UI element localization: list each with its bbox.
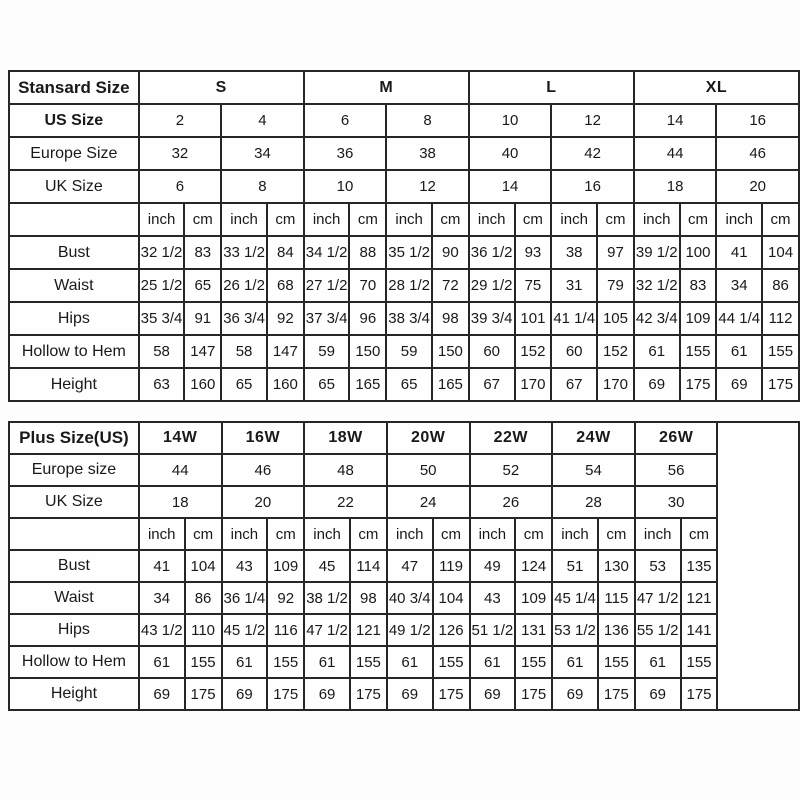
measurement-value-cell: 61 xyxy=(139,646,185,678)
measurement-value-cell: 40 3/4 xyxy=(387,582,433,614)
measurement-value-cell: 25 1/2 xyxy=(139,269,185,302)
measurement-value-cell: 61 xyxy=(635,646,681,678)
measurement-value-cell: 112 xyxy=(762,302,799,335)
row-label: Bust xyxy=(9,550,139,582)
measurement-value-cell: 90 xyxy=(432,236,469,269)
row-label: Waist xyxy=(9,582,139,614)
corner-header: Plus Size(US) xyxy=(9,422,139,454)
measurement-value-cell: 43 xyxy=(470,582,516,614)
unit-header: inch xyxy=(221,203,267,236)
measurement-value-cell: 116 xyxy=(267,614,304,646)
size-value-cell: 42 xyxy=(551,137,634,170)
size-group-header: 26W xyxy=(635,422,718,454)
measurement-value-cell: 29 1/2 xyxy=(469,269,515,302)
measurement-value-cell: 109 xyxy=(267,550,304,582)
measurement-value-cell: 47 1/2 xyxy=(635,582,681,614)
size-value-cell: 48 xyxy=(304,454,387,486)
unit-header: inch xyxy=(387,518,433,550)
measurement-value-cell: 155 xyxy=(185,646,222,678)
measurement-value-cell: 65 xyxy=(221,368,267,401)
measurement-value-cell: 65 xyxy=(386,368,432,401)
size-group-header: XL xyxy=(634,71,799,104)
measurement-value-cell: 72 xyxy=(432,269,469,302)
measurement-value-cell: 135 xyxy=(681,550,718,582)
measurement-value-cell: 160 xyxy=(184,368,221,401)
measurement-value-cell: 34 xyxy=(716,269,762,302)
empty-spacer-column xyxy=(717,422,799,710)
measurement-value-cell: 104 xyxy=(185,550,222,582)
measurement-value-cell: 170 xyxy=(597,368,634,401)
row-label: Hips xyxy=(9,614,139,646)
measurement-value-cell: 39 3/4 xyxy=(469,302,515,335)
measurement-value-cell: 38 xyxy=(551,236,597,269)
measurement-value-cell: 104 xyxy=(762,236,799,269)
size-group-header: 20W xyxy=(387,422,470,454)
corner-header: Stansard Size xyxy=(9,71,139,104)
measurement-value-cell: 45 xyxy=(304,550,350,582)
unit-header: cm xyxy=(680,203,717,236)
measurement-value-cell: 104 xyxy=(433,582,470,614)
unit-header: inch xyxy=(634,203,680,236)
unit-header: cm xyxy=(597,203,634,236)
measurement-value-cell: 130 xyxy=(598,550,635,582)
size-value-cell: 46 xyxy=(716,137,799,170)
measurement-value-cell: 119 xyxy=(433,550,470,582)
unit-header: cm xyxy=(432,203,469,236)
measurement-value-cell: 69 xyxy=(222,678,268,710)
size-value-cell: 52 xyxy=(470,454,553,486)
size-value-cell: 56 xyxy=(635,454,718,486)
measurement-value-cell: 100 xyxy=(680,236,717,269)
row-label: Waist xyxy=(9,269,139,302)
row-label: Height xyxy=(9,678,139,710)
measurement-value-cell: 155 xyxy=(350,646,387,678)
measurement-value-cell: 155 xyxy=(433,646,470,678)
measurement-value-cell: 136 xyxy=(598,614,635,646)
row-label: US Size xyxy=(9,104,139,137)
measurement-value-cell: 175 xyxy=(267,678,304,710)
measurement-value-cell: 49 xyxy=(470,550,516,582)
unit-header: inch xyxy=(470,518,516,550)
size-value-cell: 28 xyxy=(552,486,635,518)
measurement-value-cell: 92 xyxy=(267,582,304,614)
unit-header: cm xyxy=(350,518,387,550)
measurement-value-cell: 175 xyxy=(681,678,718,710)
size-group-header: 24W xyxy=(552,422,635,454)
measurement-value-cell: 34 1/2 xyxy=(304,236,350,269)
measurement-value-cell: 97 xyxy=(597,236,634,269)
plus-size-table-container xyxy=(8,421,800,711)
size-value-cell: 44 xyxy=(139,454,222,486)
measurement-value-cell: 41 1/4 xyxy=(551,302,597,335)
unit-header: cm xyxy=(598,518,635,550)
unit-header: inch xyxy=(551,203,597,236)
measurement-value-cell: 51 1/2 xyxy=(470,614,516,646)
row-label: Bust xyxy=(9,236,139,269)
measurement-value-cell: 34 xyxy=(139,582,185,614)
measurement-value-cell: 83 xyxy=(680,269,717,302)
measurement-value-cell: 109 xyxy=(680,302,717,335)
measurement-value-cell: 147 xyxy=(267,335,304,368)
size-value-cell: 8 xyxy=(221,170,304,203)
row-label: Europe size xyxy=(9,454,139,486)
measurement-value-cell: 61 xyxy=(387,646,433,678)
unit-header: inch xyxy=(552,518,598,550)
measurement-value-cell: 75 xyxy=(515,269,552,302)
size-value-cell: 26 xyxy=(470,486,553,518)
measurement-value-cell: 36 3/4 xyxy=(221,302,267,335)
measurement-value-cell: 170 xyxy=(515,368,552,401)
measurement-value-cell: 79 xyxy=(597,269,634,302)
unit-header: cm xyxy=(184,203,221,236)
unit-header: cm xyxy=(185,518,222,550)
size-group-header: 14W xyxy=(139,422,222,454)
size-value-cell: 50 xyxy=(387,454,470,486)
size-value-cell: 2 xyxy=(139,104,222,137)
measurement-value-cell: 155 xyxy=(762,335,799,368)
unit-header: inch xyxy=(139,203,185,236)
measurement-value-cell: 68 xyxy=(267,269,304,302)
measurement-value-cell: 35 3/4 xyxy=(139,302,185,335)
measurement-value-cell: 175 xyxy=(680,368,717,401)
measurement-value-cell: 69 xyxy=(716,368,762,401)
measurement-value-cell: 93 xyxy=(515,236,552,269)
plus-table xyxy=(8,421,800,711)
measurement-value-cell: 115 xyxy=(598,582,635,614)
unit-header: inch xyxy=(716,203,762,236)
measurement-value-cell: 43 xyxy=(222,550,268,582)
measurement-value-cell: 65 xyxy=(304,368,350,401)
unit-header: cm xyxy=(681,518,718,550)
measurement-value-cell: 63 xyxy=(139,368,185,401)
measurement-value-cell: 69 xyxy=(470,678,516,710)
measurement-value-cell: 105 xyxy=(597,302,634,335)
measurement-value-cell: 121 xyxy=(681,582,718,614)
measurement-value-cell: 96 xyxy=(349,302,386,335)
measurement-value-cell: 175 xyxy=(598,678,635,710)
measurement-value-cell: 160 xyxy=(267,368,304,401)
unit-header: cm xyxy=(433,518,470,550)
row-label: Hips xyxy=(9,302,139,335)
unit-header: cm xyxy=(267,518,304,550)
measurement-value-cell: 152 xyxy=(515,335,552,368)
measurement-value-cell: 98 xyxy=(432,302,469,335)
measurement-value-cell: 86 xyxy=(762,269,799,302)
size-value-cell: 10 xyxy=(304,170,387,203)
measurement-value-cell: 70 xyxy=(349,269,386,302)
row-label: UK Size xyxy=(9,170,139,203)
measurement-value-cell: 45 1/4 xyxy=(552,582,598,614)
measurement-value-cell: 36 1/2 xyxy=(469,236,515,269)
measurement-value-cell: 150 xyxy=(349,335,386,368)
measurement-value-cell: 150 xyxy=(432,335,469,368)
unit-row-empty-cell xyxy=(9,518,139,550)
size-value-cell: 24 xyxy=(387,486,470,518)
measurement-value-cell: 27 1/2 xyxy=(304,269,350,302)
size-value-cell: 12 xyxy=(551,104,634,137)
unit-header: cm xyxy=(762,203,799,236)
measurement-value-cell: 92 xyxy=(267,302,304,335)
size-value-cell: 12 xyxy=(386,170,469,203)
measurement-value-cell: 114 xyxy=(350,550,387,582)
size-value-cell: 20 xyxy=(716,170,799,203)
measurement-value-cell: 155 xyxy=(680,335,717,368)
measurement-value-cell: 26 1/2 xyxy=(221,269,267,302)
measurement-value-cell: 36 1/4 xyxy=(222,582,268,614)
measurement-value-cell: 31 xyxy=(551,269,597,302)
size-value-cell: 8 xyxy=(386,104,469,137)
measurement-value-cell: 28 1/2 xyxy=(386,269,432,302)
size-value-cell: 20 xyxy=(222,486,305,518)
measurement-value-cell: 37 3/4 xyxy=(304,302,350,335)
measurement-value-cell: 59 xyxy=(386,335,432,368)
measurement-value-cell: 86 xyxy=(185,582,222,614)
measurement-value-cell: 47 xyxy=(387,550,433,582)
size-value-cell: 18 xyxy=(634,170,717,203)
row-label: Hollow to Hem xyxy=(9,335,139,368)
measurement-value-cell: 175 xyxy=(433,678,470,710)
size-value-cell: 6 xyxy=(139,170,222,203)
measurement-value-cell: 45 1/2 xyxy=(222,614,268,646)
measurement-value-cell: 67 xyxy=(469,368,515,401)
measurement-value-cell: 121 xyxy=(350,614,387,646)
measurement-value-cell: 69 xyxy=(635,678,681,710)
unit-header: cm xyxy=(515,518,552,550)
measurement-value-cell: 91 xyxy=(184,302,221,335)
measurement-value-cell: 61 xyxy=(634,335,680,368)
size-group-header: 16W xyxy=(222,422,305,454)
unit-header: inch xyxy=(386,203,432,236)
size-group-header: M xyxy=(304,71,469,104)
measurement-value-cell: 44 1/4 xyxy=(716,302,762,335)
measurement-value-cell: 60 xyxy=(469,335,515,368)
row-label: UK Size xyxy=(9,486,139,518)
measurement-value-cell: 69 xyxy=(139,678,185,710)
measurement-value-cell: 67 xyxy=(551,368,597,401)
size-group-header: 18W xyxy=(304,422,387,454)
measurement-value-cell: 175 xyxy=(762,368,799,401)
size-value-cell: 30 xyxy=(635,486,718,518)
row-label: Height xyxy=(9,368,139,401)
measurement-value-cell: 69 xyxy=(304,678,350,710)
measurement-value-cell: 51 xyxy=(552,550,598,582)
row-label: Hollow to Hem xyxy=(9,646,139,678)
measurement-value-cell: 33 1/2 xyxy=(221,236,267,269)
size-value-cell: 36 xyxy=(304,137,387,170)
size-group-header: L xyxy=(469,71,634,104)
measurement-value-cell: 42 3/4 xyxy=(634,302,680,335)
measurement-value-cell: 35 1/2 xyxy=(386,236,432,269)
unit-header: inch xyxy=(304,203,350,236)
size-value-cell: 40 xyxy=(469,137,552,170)
measurement-value-cell: 165 xyxy=(349,368,386,401)
measurement-value-cell: 61 xyxy=(552,646,598,678)
measurement-value-cell: 175 xyxy=(350,678,387,710)
size-group-header: 22W xyxy=(470,422,553,454)
measurement-value-cell: 38 3/4 xyxy=(386,302,432,335)
size-value-cell: 10 xyxy=(469,104,552,137)
measurement-value-cell: 43 1/2 xyxy=(139,614,185,646)
measurement-value-cell: 55 1/2 xyxy=(635,614,681,646)
measurement-value-cell: 41 xyxy=(716,236,762,269)
unit-header: cm xyxy=(515,203,552,236)
unit-header: inch xyxy=(222,518,268,550)
measurement-value-cell: 155 xyxy=(515,646,552,678)
unit-header: inch xyxy=(635,518,681,550)
measurement-value-cell: 98 xyxy=(350,582,387,614)
measurement-value-cell: 152 xyxy=(597,335,634,368)
measurement-value-cell: 61 xyxy=(470,646,516,678)
unit-header: inch xyxy=(469,203,515,236)
measurement-value-cell: 61 xyxy=(304,646,350,678)
size-value-cell: 38 xyxy=(386,137,469,170)
unit-header: inch xyxy=(139,518,185,550)
measurement-value-cell: 32 1/2 xyxy=(634,269,680,302)
standard-table xyxy=(8,70,800,402)
measurement-value-cell: 155 xyxy=(681,646,718,678)
size-value-cell: 16 xyxy=(551,170,634,203)
size-value-cell: 54 xyxy=(552,454,635,486)
measurement-value-cell: 83 xyxy=(184,236,221,269)
measurement-value-cell: 165 xyxy=(432,368,469,401)
measurement-value-cell: 131 xyxy=(515,614,552,646)
measurement-value-cell: 124 xyxy=(515,550,552,582)
measurement-value-cell: 53 xyxy=(635,550,681,582)
size-value-cell: 16 xyxy=(716,104,799,137)
measurement-value-cell: 110 xyxy=(185,614,222,646)
measurement-value-cell: 61 xyxy=(222,646,268,678)
measurement-value-cell: 69 xyxy=(387,678,433,710)
measurement-value-cell: 109 xyxy=(515,582,552,614)
measurement-value-cell: 155 xyxy=(598,646,635,678)
size-value-cell: 4 xyxy=(221,104,304,137)
measurement-value-cell: 84 xyxy=(267,236,304,269)
measurement-value-cell: 58 xyxy=(139,335,185,368)
unit-row-empty-cell xyxy=(9,203,139,236)
unit-header: cm xyxy=(349,203,386,236)
measurement-value-cell: 175 xyxy=(515,678,552,710)
unit-header: inch xyxy=(304,518,350,550)
measurement-value-cell: 147 xyxy=(184,335,221,368)
measurement-value-cell: 49 1/2 xyxy=(387,614,433,646)
size-value-cell: 46 xyxy=(222,454,305,486)
measurement-value-cell: 58 xyxy=(221,335,267,368)
measurement-value-cell: 88 xyxy=(349,236,386,269)
measurement-value-cell: 53 1/2 xyxy=(552,614,598,646)
measurement-value-cell: 32 1/2 xyxy=(139,236,185,269)
measurement-value-cell: 175 xyxy=(185,678,222,710)
size-value-cell: 44 xyxy=(634,137,717,170)
measurement-value-cell: 69 xyxy=(552,678,598,710)
measurement-value-cell: 47 1/2 xyxy=(304,614,350,646)
measurement-value-cell: 126 xyxy=(433,614,470,646)
measurement-value-cell: 60 xyxy=(551,335,597,368)
row-label: Europe Size xyxy=(9,137,139,170)
size-value-cell: 22 xyxy=(304,486,387,518)
measurement-value-cell: 41 xyxy=(139,550,185,582)
measurement-value-cell: 59 xyxy=(304,335,350,368)
size-value-cell: 6 xyxy=(304,104,387,137)
size-value-cell: 32 xyxy=(139,137,222,170)
measurement-value-cell: 101 xyxy=(515,302,552,335)
size-value-cell: 18 xyxy=(139,486,222,518)
measurement-value-cell: 39 1/2 xyxy=(634,236,680,269)
measurement-value-cell: 38 1/2 xyxy=(304,582,350,614)
measurement-value-cell: 69 xyxy=(634,368,680,401)
measurement-value-cell: 141 xyxy=(681,614,718,646)
measurement-value-cell: 61 xyxy=(716,335,762,368)
measurement-value-cell: 65 xyxy=(184,269,221,302)
size-value-cell: 34 xyxy=(221,137,304,170)
size-value-cell: 14 xyxy=(634,104,717,137)
unit-header: cm xyxy=(267,203,304,236)
size-group-header: S xyxy=(139,71,304,104)
size-value-cell: 14 xyxy=(469,170,552,203)
measurement-value-cell: 155 xyxy=(267,646,304,678)
standard-size-table-container xyxy=(8,70,800,402)
